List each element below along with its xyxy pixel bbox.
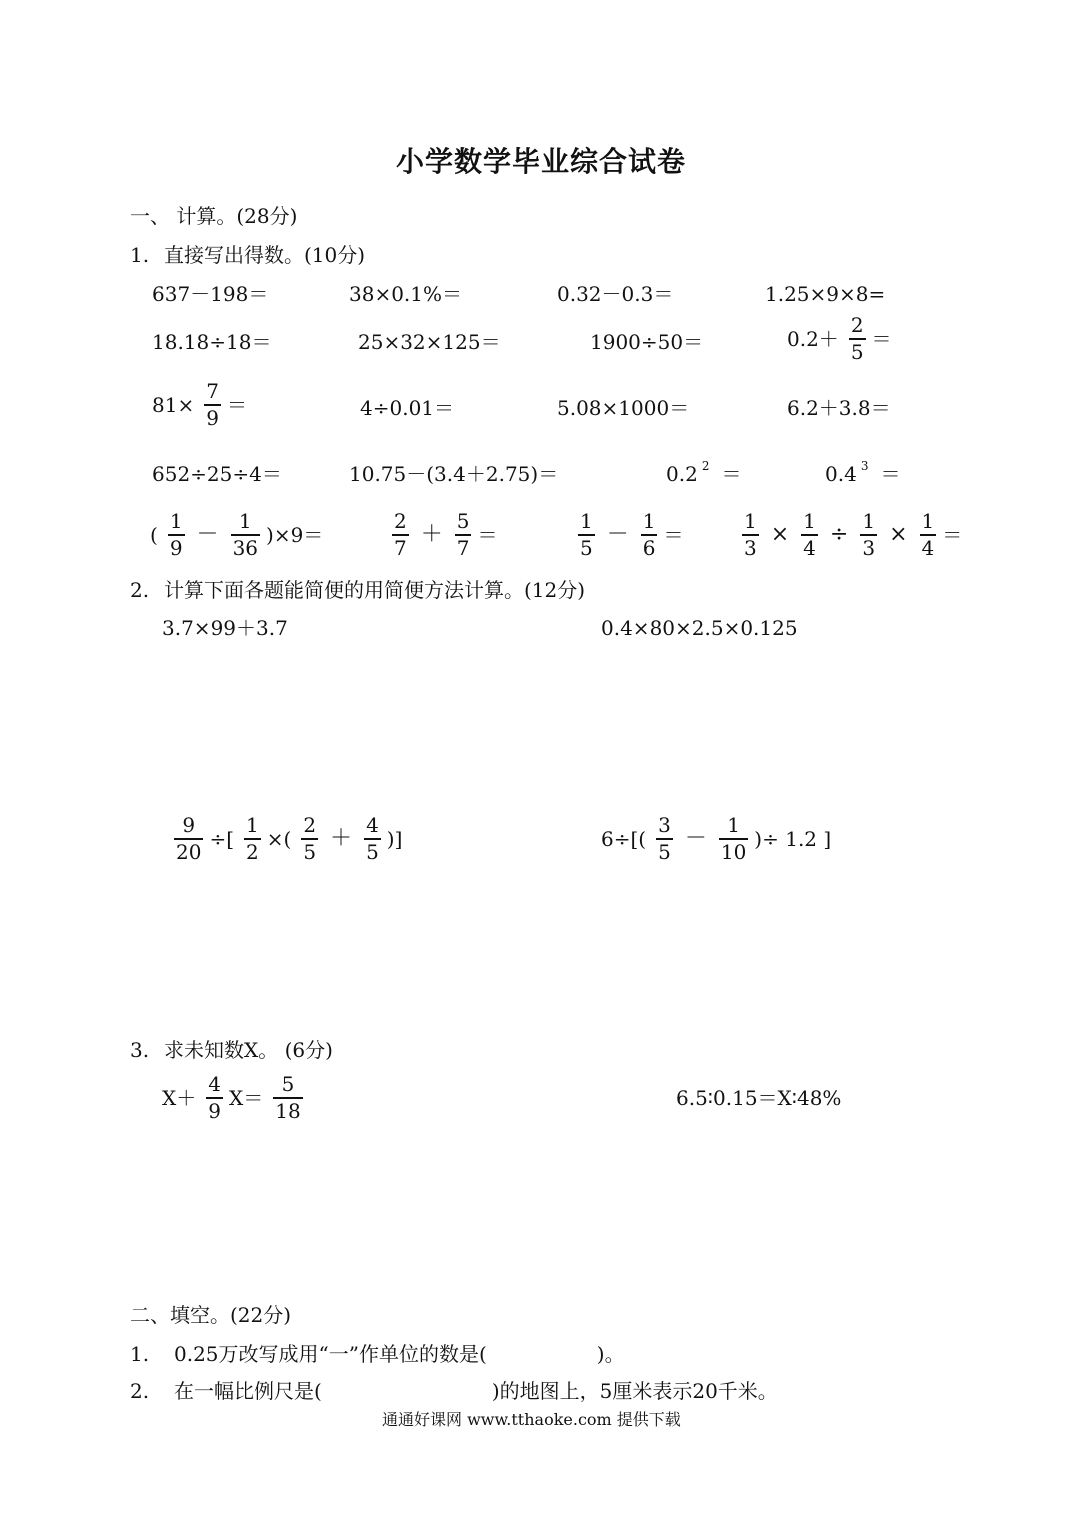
q1-row5-d <box>736 510 966 560</box>
expr-text: ＝ <box>721 462 742 486</box>
q3-text: 求未知数X。 (6分) <box>164 1038 333 1062</box>
numerator: 9 <box>182 813 196 837</box>
q1-row3-b: 4÷0.01＝ <box>360 396 455 420</box>
numerator: 1 <box>921 509 935 533</box>
fraction <box>168 510 185 560</box>
fill-1-label: 1. <box>130 1342 150 1366</box>
q2-problem-3 <box>168 814 406 864</box>
fill-2-text: )的地图上，5厘米表示20千米。 <box>491 1379 778 1403</box>
fraction <box>273 1073 302 1123</box>
denominator: 9 <box>208 1099 221 1123</box>
numerator: 5 <box>281 1072 295 1096</box>
expr-text: 0.2＋ <box>787 327 839 351</box>
q1-row1-c: 0.32－0.3＝ <box>557 282 674 306</box>
fraction <box>455 510 472 560</box>
denominator: 5 <box>850 340 864 364</box>
numerator: 2 <box>850 313 864 337</box>
fraction <box>204 380 221 430</box>
expr-text: )] <box>386 827 403 851</box>
denominator: 18 <box>275 1099 301 1123</box>
fraction <box>742 510 759 560</box>
expr-text: ×( <box>266 827 292 851</box>
operator: ＋ <box>420 522 443 547</box>
operator: － <box>684 826 707 851</box>
numerator: 4 <box>366 813 379 837</box>
q2-problem-4 <box>601 814 835 864</box>
expr-text: ＝ <box>226 393 247 417</box>
q1-row4-d <box>825 459 904 486</box>
numerator: 1 <box>580 509 593 533</box>
q1-row1-b: 38×0.1%＝ <box>349 282 463 306</box>
q1-row4-b: 10.75－(3.4＋2.75)＝ <box>349 462 559 486</box>
numerator: 7 <box>206 379 219 403</box>
numerator: 4 <box>208 1072 221 1096</box>
expr-text: 6÷[( <box>601 827 647 851</box>
q1-row2-c: 1900÷50＝ <box>590 330 704 354</box>
q1-row2-a: 18.18÷18＝ <box>152 330 272 354</box>
fraction <box>656 814 673 864</box>
denominator: 4 <box>921 536 935 560</box>
operator: ＋ <box>330 826 353 851</box>
fraction <box>206 1073 223 1123</box>
denominator: 3 <box>744 536 757 560</box>
numerator: 5 <box>456 509 470 533</box>
numerator: 1 <box>744 509 757 533</box>
section-2-heading: 二、填空。(22分) <box>130 1303 292 1327</box>
denominator: 3 <box>862 536 876 560</box>
expr-text: ÷[ <box>209 827 235 851</box>
denominator: 7 <box>456 536 470 560</box>
page-title: 小学数学毕业综合试卷 <box>396 145 687 178</box>
numerator: 1 <box>862 509 876 533</box>
fraction <box>301 814 318 864</box>
fill-1 <box>174 1344 625 1364</box>
q1-row3-c: 5.08×1000＝ <box>557 396 690 420</box>
operator: － <box>196 522 219 547</box>
denominator: 7 <box>394 536 407 560</box>
q1-row5-b <box>386 510 501 560</box>
q2-label: 2. <box>130 578 150 602</box>
expr-text: ＝ <box>663 523 684 547</box>
denominator: 10 <box>720 840 747 864</box>
fraction <box>174 814 203 864</box>
fraction <box>860 510 877 560</box>
q1-text: 直接写出得数。(10分) <box>164 243 366 267</box>
denominator: 20 <box>176 840 202 864</box>
denominator: 2 <box>246 840 259 864</box>
numerator: 2 <box>303 813 317 837</box>
q3-label: 3. <box>130 1038 150 1062</box>
q1-row4-c <box>666 459 745 486</box>
expr-text: X＋ <box>162 1086 197 1110</box>
operator: ÷ <box>829 522 849 547</box>
fraction <box>920 510 937 560</box>
operator: × <box>889 522 908 547</box>
fraction <box>801 510 818 560</box>
denominator: 5 <box>366 840 379 864</box>
expr-text: ＝ <box>477 523 498 547</box>
fraction <box>244 814 261 864</box>
q1-row3-a <box>152 380 251 430</box>
numerator: 1 <box>803 509 816 533</box>
q2-problem-2: 0.4×80×2.5×0.125 <box>601 616 798 640</box>
q1-row3-d: 6.2＋3.8＝ <box>787 396 891 420</box>
q3-equation-2: 6.5∶0.15＝X∶48% <box>676 1086 842 1110</box>
exponent: 2 <box>701 459 710 473</box>
q1-row1-a: 637－198＝ <box>152 282 269 306</box>
fraction <box>364 814 381 864</box>
expr-text: 0.4 <box>825 462 857 486</box>
denominator: 9 <box>169 536 183 560</box>
expr-text: X＝ <box>228 1086 264 1110</box>
footer-download-note: 通通好课网 www.tthaoke.com 提供下载 <box>382 1410 681 1429</box>
fill-2 <box>174 1381 778 1401</box>
expr-text: )×9＝ <box>266 523 324 547</box>
denominator: 36 <box>232 536 259 560</box>
q2-problem-1: 3.7×99＋3.7 <box>162 616 288 640</box>
denominator: 4 <box>803 536 816 560</box>
fraction <box>392 510 409 560</box>
expr-text: ( <box>150 523 158 547</box>
numerator: 1 <box>238 509 252 533</box>
numerator: 1 <box>246 813 259 837</box>
expr-text: 81× <box>152 393 195 417</box>
q1-row1-d: 1.25×9×8= <box>765 282 886 306</box>
exponent: 3 <box>860 459 869 473</box>
q1-row2-b: 25×32×125＝ <box>358 330 501 354</box>
fraction <box>849 314 866 364</box>
q1-label: 1. <box>130 243 150 267</box>
denominator: 9 <box>206 406 219 430</box>
q1-row5-c <box>572 510 687 560</box>
expr-text: ＝ <box>871 327 892 351</box>
fraction <box>641 510 658 560</box>
denominator: 5 <box>580 536 593 560</box>
expr-text: ＝ <box>880 462 901 486</box>
q1-row2-d <box>787 314 896 364</box>
expr-text: 0.2 <box>666 462 698 486</box>
denominator: 6 <box>642 536 656 560</box>
fraction <box>231 510 260 560</box>
operator: － <box>606 522 629 547</box>
numerator: 1 <box>169 509 183 533</box>
q3-equation-1 <box>162 1073 309 1123</box>
q1-row4-a: 652÷25÷4＝ <box>152 462 282 486</box>
fill-1-text: 0.25万改写成用“一”作单位的数是( <box>174 1342 487 1366</box>
q2-text: 计算下面各题能简便的用简便方法计算。(12分) <box>164 578 586 602</box>
denominator: 5 <box>658 840 671 864</box>
numerator: 3 <box>658 813 671 837</box>
expr-text: ＝ <box>942 523 963 547</box>
fraction <box>719 814 748 864</box>
fill-2-text: 在一幅比例尺是( <box>174 1379 322 1403</box>
q1-row5-a <box>150 510 327 560</box>
fill-2-label: 2. <box>130 1379 150 1403</box>
expr-text: )÷ 1.2 ] <box>754 827 832 851</box>
numerator: 1 <box>727 813 740 837</box>
fill-1-text: )。 <box>596 1342 625 1366</box>
denominator: 5 <box>303 840 317 864</box>
fraction <box>578 510 595 560</box>
operator: × <box>770 522 790 547</box>
numerator: 2 <box>394 509 407 533</box>
numerator: 1 <box>642 509 656 533</box>
section-1-heading: 一、 计算。(28分) <box>130 204 298 228</box>
